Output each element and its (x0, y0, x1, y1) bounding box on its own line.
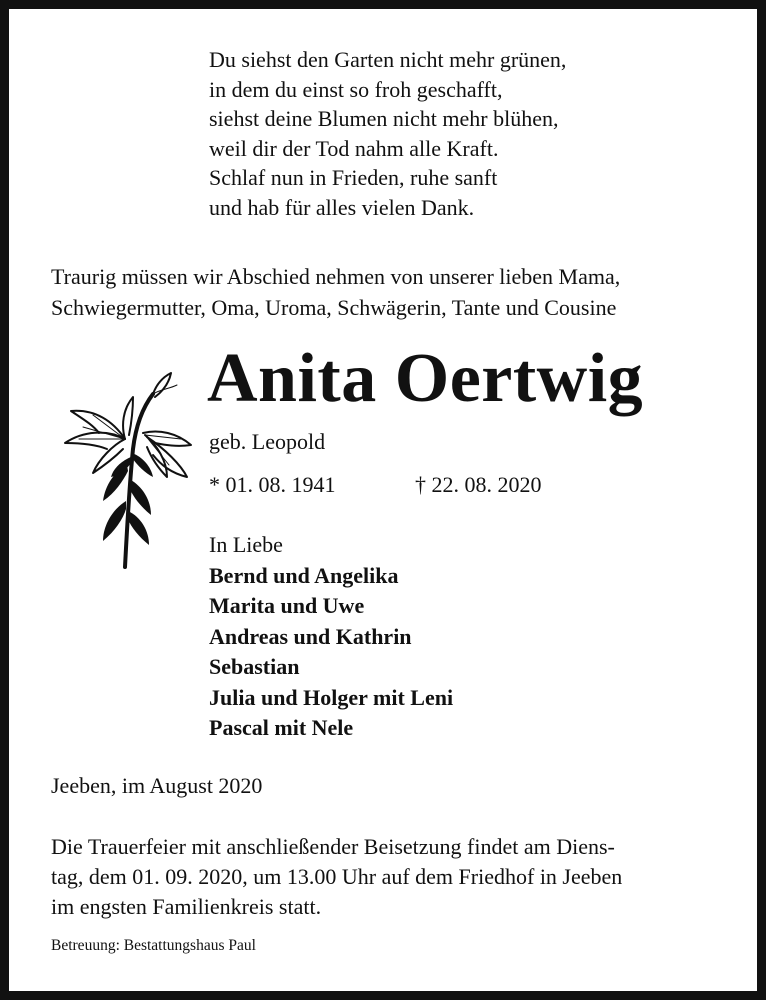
intro-line: Traurig müssen wir Abschied nehmen von unserer lieben Mama, (51, 264, 621, 289)
deceased-name: Anita Oertwig (207, 340, 644, 417)
intro-line: Schwiegermutter, Oma, Uroma, Schwägerin, Tante und Cousine (51, 295, 617, 320)
poem-line: Schlaf nun in Frieden, ruhe sanft (209, 165, 498, 190)
mourner-family: Andreas und Kathrin (209, 623, 412, 649)
undertaker-credit: Betreuung: Bestattungshaus Paul (51, 937, 256, 954)
place-date: Jeeben, im August 2020 (51, 773, 263, 798)
mourners-heading: In Liebe (209, 532, 283, 557)
death-date: † 22. 08. 2020 (415, 472, 542, 497)
service-line: tag, dem 01. 09. 2020, um 13.00 Uhr auf dem Friedhof in Jeeben (51, 864, 623, 889)
poem-line: siehst deine Blumen nicht mehr blühen, (209, 106, 559, 131)
memorial-poem (209, 45, 566, 222)
service-line: im engsten Familienkreis statt. (51, 894, 322, 919)
mourner-family: Pascal mit Nele (209, 715, 354, 740)
poem-line: und hab für alles vielen Dank. (209, 194, 475, 220)
poem-line: in dem du einst so froh geschafft, (209, 76, 503, 102)
birth-date: * 01. 08. 1941 (209, 472, 336, 497)
maiden-name: geb. Leopold (209, 429, 326, 454)
service-line: Die Trauerfeier mit anschließender Beisetzung findet am Diens- (51, 834, 615, 859)
lily-icon (53, 369, 199, 573)
mourner-family: Bernd und Angelika (209, 562, 399, 588)
mourner-family: Julia und Holger mit Leni (209, 684, 454, 710)
mourners-list (209, 530, 453, 744)
mourner-family: Sebastian (209, 654, 300, 679)
announcement-intro (51, 261, 620, 323)
funeral-service-info (51, 832, 622, 922)
mourner-family: Marita und Uwe (209, 593, 365, 618)
poem-line: Du siehst den Garten nicht mehr grünen, (209, 47, 567, 72)
poem-line: weil dir der Tod nahm alle Kraft. (209, 135, 499, 161)
